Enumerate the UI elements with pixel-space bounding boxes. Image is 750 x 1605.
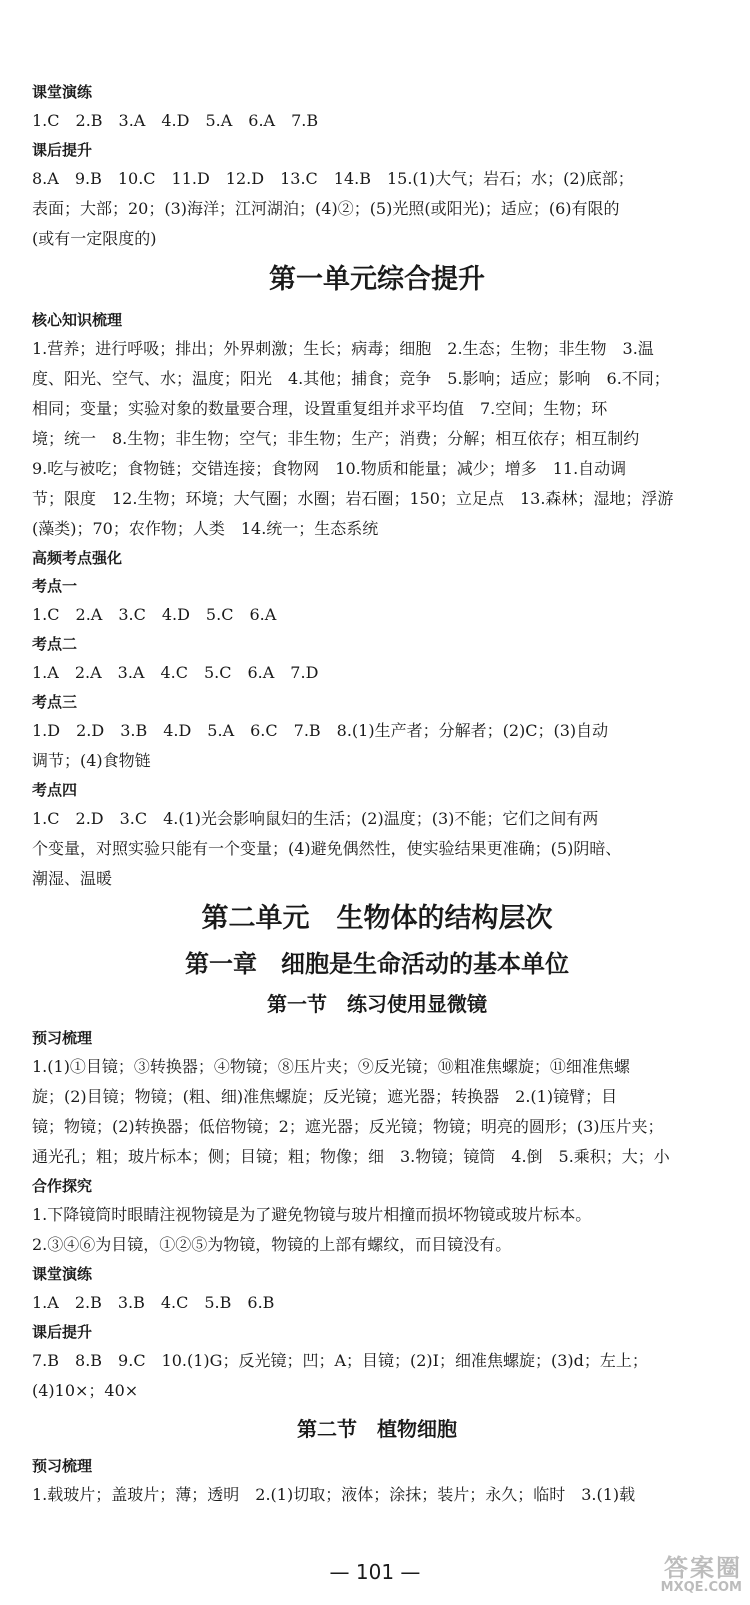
answer-page <box>32 0 722 1510</box>
heading-core-knowledge: 核心知识梳理 <box>32 311 123 329</box>
heading-point-2: 考点二 <box>32 635 78 653</box>
answer-line: 潮湿、温暖 <box>32 869 113 888</box>
answer-line: 1.C 2.A 3.C 4.D 5.C 6.A <box>32 605 277 624</box>
answer-line: (或有一定限度的) <box>32 229 157 248</box>
heading-point-1: 考点一 <box>32 577 78 595</box>
answer-line: 度、阳光、空气、水；温度；阳光 4.其他；捕食；竞争 5.影响；适应；影响 6.不同； <box>32 369 670 388</box>
answer-line: 镜；物镜；(2)转换器；低倍物镜；2；遮光器；反光镜；物镜；明亮的圆形；(3)压片夹； <box>32 1117 664 1136</box>
heading-class-practice: 课堂演练 <box>32 1265 93 1283</box>
answer-line: 2.③④⑥为目镜，①②⑤为物镜，物镜的上部有螺纹，而目镜没有。 <box>32 1235 512 1254</box>
answer-line: 1.载玻片；盖玻片；薄；透明 2.(1)切取；液体；涂抹；装片；永久；临时 3.(1)载 <box>32 1485 636 1504</box>
section-2-title: 第二节 植物细胞 <box>297 1417 457 1441</box>
heading-preview: 预习梳理 <box>32 1029 93 1047</box>
answer-line: 相同；变量；实验对象的数量要合理，设置重复组并求平均值 7.空间；生物；环 <box>32 399 608 418</box>
answer-line: 个变量，对照实验只能有一个变量；(4)避免偶然性，使实验结果更准确；(5)阴暗、 <box>32 839 622 858</box>
answer-line: (藻类)；70；农作物；人类 14.统一；生态系统 <box>32 519 379 538</box>
unit2-title: 第二单元 生物体的结构层次 <box>201 903 553 934</box>
answer-line: 旋；(2)目镜；物镜；(粗、细)准焦螺旋；反光镜；遮光器；转换器 2.(1)镜臂；目 <box>32 1087 618 1106</box>
section-1-title: 第一节 练习使用显微镜 <box>267 992 487 1016</box>
page-number: — 101 — <box>329 1560 421 1584</box>
answer-line: 节；限度 12.生物；环境；大气圈；水圈；岩石圈；150；立足点 13.森林；湿地；浮游 <box>32 489 674 508</box>
answer-line: (4)10×；40× <box>32 1381 139 1400</box>
heading-point-3: 考点三 <box>32 693 78 711</box>
chapter-title: 第一章 细胞是生命活动的基本单位 <box>185 950 569 978</box>
answer-line: 境；统一 8.生物；非生物；空气；非生物；生产；消费；分解；相互依存；相互制约 <box>32 429 640 448</box>
heading-preview: 预习梳理 <box>32 1457 93 1475</box>
answer-line: 8.A 9.B 10.C 11.D 12.D 13.C 14.B 15.(1)大气；岩石；水；(2)底部； <box>32 169 634 188</box>
heading-point-4: 考点四 <box>32 781 78 799</box>
answer-line: 1.C 2.B 3.A 4.D 5.A 6.A 7.B <box>32 111 319 130</box>
answer-line: 1.D 2.D 3.B 4.D 5.A 6.C 7.B 8.(1)生产者；分解者；(2)C；(3)自动 <box>32 721 609 740</box>
answer-line: 调节；(4)食物链 <box>32 751 151 770</box>
answer-line: 1.C 2.D 3.C 4.(1)光会影响鼠妇的生活；(2)温度；(3)不能；它们之间有两 <box>32 809 599 828</box>
answer-line: 表面；大部；20；(3)海洋；江河湖泊；(4)②；(5)光照(或阳光)；适应；(6)有限的 <box>32 199 620 218</box>
heading-after-class: 课后提升 <box>32 1323 93 1341</box>
answer-line: 9.吃与被吃；食物链；交错连接；食物网 10.物质和能量；减少；增多 11.自动调 <box>32 459 627 478</box>
watermark-text: 答案圈 <box>664 1554 742 1582</box>
answer-line: 1.下降镜筒时眼睛注视物镜是为了避免物镜与玻片相撞而损坏物镜或玻片标本。 <box>32 1205 592 1224</box>
heading-cooperation: 合作探究 <box>32 1177 93 1195</box>
answer-line: 1.A 2.B 3.B 4.C 5.B 6.B <box>32 1293 275 1312</box>
unit1-title: 第一单元综合提升 <box>269 264 485 295</box>
heading-class-practice: 课堂演练 <box>32 83 93 101</box>
answer-line: 通光孔；粗；玻片标本；侧；目镜；粗；物像；细 3.物镜；镜筒 4.倒 5.乘积；大；小 <box>32 1147 670 1166</box>
watermark-url: MXQE.COM <box>660 1580 742 1596</box>
heading-after-class: 课后提升 <box>32 141 93 159</box>
heading-frequent-points: 高频考点强化 <box>32 549 123 567</box>
answer-line: 1.(1)①目镜；③转换器；④物镜；⑧压片夹；⑨反光镜；⑩粗准焦螺旋；⑪细准焦螺 <box>32 1057 630 1076</box>
answer-line: 1.A 2.A 3.A 4.C 5.C 6.A 7.D <box>32 663 319 682</box>
answer-line: 1.营养；进行呼吸；排出；外界刺激；生长；病毒；细胞 2.生态；生物；非生物 3.温 <box>32 339 654 358</box>
watermark-logo <box>661 1555 742 1596</box>
answer-line: 7.B 8.B 9.C 10.(1)G；反光镜；凹；A；目镜；(2)I；细准焦螺旋；(3)d；左上； <box>32 1351 648 1370</box>
